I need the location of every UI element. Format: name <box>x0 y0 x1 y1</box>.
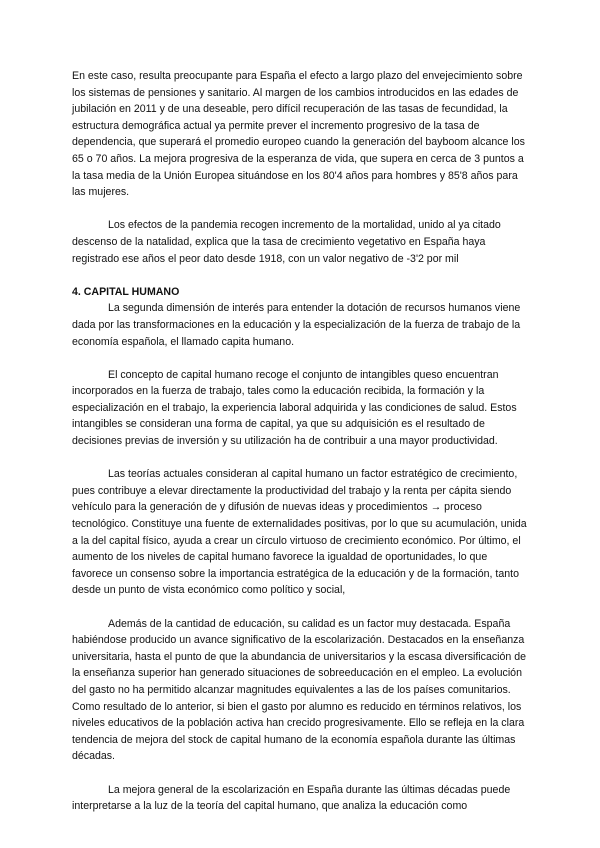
paragraph-calidad-educacion: Además de la cantidad de educación, su calidad es un factor muy destacada. España habiéndose producido un avance significativo de la escolarización. Destacados en la enseñanza universitaria, hasta el punto de que la abundancia de universitarios y la escasa diversificación de la enseñanza superior han generado situaciones de sobreeducación en el empleo. La evolución del gasto no ha permitido alcanzar magnitudes equivalentes a las de los países comunitarios. Como resultado de lo anterior, si bien el gasto por alumno es reducido en términos relativos, los niveles educativos de la población activa han crecido progresivamente. Ello se refleja en la clara tendencia de mejora del stock de capital humano de la economía española durante las últimas décadas. <box>72 617 527 763</box>
section-heading: 4. CAPITAL HUMANO <box>72 285 180 298</box>
paragraph-pandemia: Los efectos de la pandemia recogen incremento de la mortalidad, unido al ya citado descenso de la natalidad, explica que la tasa de crecimiento vegetativo en España haya registrado ese años el peor dato desde 1918, con un valor negativo de -3'2 por mil <box>72 219 501 265</box>
document-body <box>72 68 530 831</box>
paragraph-teorias-actuales: Las teorías actuales consideran al capital humano un factor estratégico de crecimiento, pues contribuye a elevar directamente la productividad del trabajo y la renta per cápita siendo vehículo para la generación de y difusión de nuevas ideas y procedimientos → proceso tecnológico. Constituye una fuente de externalidades positivas, por lo que su acumulación, unida a la del capital físico, ayuda a crear un círculo virtuoso de crecimiento económico. Por último, el aumento de los niveles de capital humano favorece la igualdad de oportunidades, lo que favorece un consenso sobre la importancia estratégica de la educación y de la formación, tanto desde un punto de vista económico como político y social, <box>72 468 527 597</box>
paragraph-dimension-interes: La segunda dimensión de interés para entender la dotación de recursos humanos viene dada por las transformaciones en la educación y la especialización de la fuerza de trabajo de la economía española, el llamado capita humano. <box>72 302 521 348</box>
paragraph-concepto-capital-humano: El concepto de capital humano recoge el conjunto de intangibles queso encuentran incorporados en la fuerza de trabajo, tales como la educación recibida, la formación y la especialización en el trabajo, la experiencia laboral adquirida y las condiciones de salud. Estos intangibles se consideran una forma de capital, ya que su adquisición es el resultado de decisiones previas de inversión y su utilización ha de contribuir a una mayor productividad. <box>72 368 517 448</box>
paragraph-envejecimiento: En este caso, resulta preocupante para España el efecto a largo plazo del envejecimiento sobre los sistemas de pensiones y sanitario. Al margen de los cambios introducidos en las edades de jubilación en 2011 y de una deseable, pero difícil recuperación de las tasas de fecundidad, la estructura demográfica actual ya permite prever el incremento progresivo de la tasa de dependencia, que superará el promedio europeo cuando la generación del bayboom alcance los 65 o 70 años. La mejora progresiva de la esperanza de vida, que supera en cerca de 3 puntos a la tasa media de la Unión Europea situándose en los 80'4 años para hombres y 85'8 años para las mujeres. <box>72 70 525 199</box>
paragraph-mejora-escolarizacion: La mejora general de la escolarización en España durante las últimas décadas puede interpretarse a la luz de la teoría del capital humano, que analiza la educación como <box>72 783 511 813</box>
